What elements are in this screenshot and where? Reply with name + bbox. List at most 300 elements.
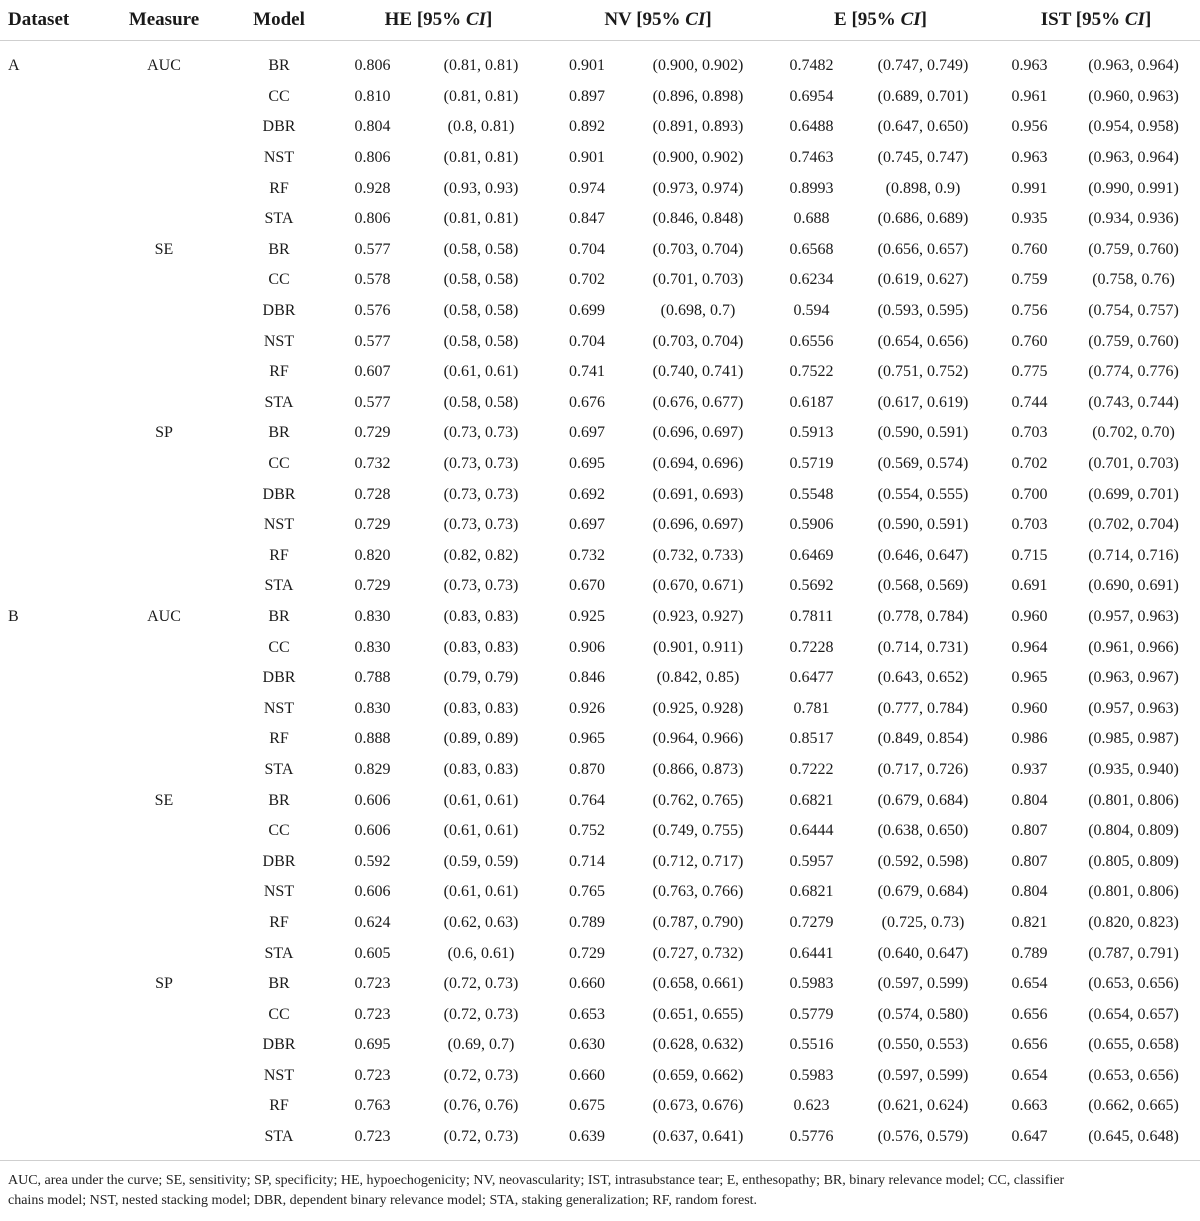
e-ci: (0.597, 0.599) bbox=[877, 1066, 969, 1084]
e-value: 0.781 bbox=[793, 699, 830, 717]
e-value: 0.7228 bbox=[789, 638, 834, 656]
model-cell: NST bbox=[263, 1066, 295, 1084]
nv-value: 0.741 bbox=[569, 363, 605, 381]
model-header: Model bbox=[253, 9, 305, 30]
dataset-cell bbox=[0, 449, 100, 480]
measure-cell bbox=[100, 173, 228, 204]
e-ci: (0.638, 0.650) bbox=[877, 822, 969, 840]
ci-word: CI bbox=[1124, 9, 1145, 30]
ist-ci: (0.759, 0.760) bbox=[1088, 240, 1179, 258]
e-ci: (0.849, 0.854) bbox=[877, 730, 969, 748]
dataset-cell bbox=[0, 938, 100, 969]
he-value: 0.723 bbox=[354, 1005, 391, 1023]
e-ci: (0.619, 0.627) bbox=[877, 271, 969, 289]
table-row bbox=[0, 143, 1200, 174]
he-ci: (0.58, 0.58) bbox=[443, 271, 519, 289]
table-row bbox=[0, 541, 1200, 572]
he-ci: (0.61, 0.61) bbox=[443, 791, 519, 809]
measure-cell bbox=[100, 1091, 228, 1122]
table-row bbox=[0, 755, 1200, 786]
dataset-cell: A bbox=[8, 57, 20, 75]
nv-ci: (0.659, 0.662) bbox=[652, 1066, 744, 1084]
table-row bbox=[0, 816, 1200, 847]
table-row bbox=[0, 602, 1200, 633]
ist-value: 0.937 bbox=[1011, 760, 1048, 778]
e-ci: (0.745, 0.747) bbox=[877, 149, 969, 167]
e-ci: (0.679, 0.684) bbox=[877, 883, 969, 901]
nv-value: 0.630 bbox=[569, 1036, 605, 1054]
he-value: 0.820 bbox=[354, 546, 391, 564]
ci-prefix: [95% bbox=[631, 9, 686, 30]
e-value: 0.8993 bbox=[789, 179, 834, 197]
table-row bbox=[0, 204, 1200, 235]
e-value: 0.5776 bbox=[789, 1128, 834, 1146]
ist-value: 0.986 bbox=[1011, 730, 1048, 748]
measure-cell bbox=[100, 938, 228, 969]
measure-cell bbox=[100, 143, 228, 174]
ist-value: 0.807 bbox=[1011, 852, 1048, 870]
ist-ci: (0.655, 0.658) bbox=[1088, 1036, 1179, 1054]
dataset-cell bbox=[0, 388, 100, 419]
measure-cell bbox=[100, 999, 228, 1030]
model-cell: DBR bbox=[262, 669, 296, 687]
e-ci: (0.747, 0.749) bbox=[877, 57, 969, 75]
ist-value: 0.935 bbox=[1011, 210, 1048, 228]
e-value: 0.5516 bbox=[789, 1036, 834, 1054]
he-value: 0.577 bbox=[354, 393, 391, 411]
model-cell: NST bbox=[263, 149, 295, 167]
nv-value: 0.789 bbox=[569, 913, 605, 931]
nv-ci: (0.763, 0.766) bbox=[652, 883, 744, 901]
model-cell: DBR bbox=[262, 118, 296, 136]
nv-ci: (0.673, 0.676) bbox=[652, 1097, 744, 1115]
ist-ci: (0.654, 0.657) bbox=[1088, 1005, 1179, 1023]
table-row bbox=[0, 999, 1200, 1030]
he-value: 0.576 bbox=[354, 302, 391, 320]
dataset-cell bbox=[0, 1091, 100, 1122]
table-row bbox=[0, 663, 1200, 694]
he-ci: (0.79, 0.79) bbox=[443, 669, 519, 687]
e-ci: (0.717, 0.726) bbox=[877, 760, 969, 778]
e-ci: (0.621, 0.624) bbox=[877, 1097, 969, 1115]
ist-value: 0.663 bbox=[1011, 1097, 1048, 1115]
ist-ci: (0.804, 0.809) bbox=[1088, 822, 1179, 840]
model-cell: CC bbox=[268, 455, 290, 473]
e-ci: (0.777, 0.784) bbox=[877, 699, 969, 717]
dataset-cell bbox=[0, 693, 100, 724]
ist-value: 0.789 bbox=[1011, 944, 1048, 962]
he-ci: (0.61, 0.61) bbox=[443, 822, 519, 840]
nv-value: 0.704 bbox=[569, 240, 605, 258]
e-value: 0.5913 bbox=[789, 424, 834, 442]
ist-ci: (0.653, 0.656) bbox=[1088, 1066, 1179, 1084]
he-ci: (0.72, 0.73) bbox=[443, 1005, 519, 1023]
e-value: 0.7222 bbox=[789, 760, 834, 778]
e-ci: (0.640, 0.647) bbox=[877, 944, 969, 962]
nv-value: 0.729 bbox=[569, 944, 605, 962]
nv-ci: (0.973, 0.974) bbox=[652, 179, 744, 197]
e-ci: (0.550, 0.553) bbox=[877, 1036, 969, 1054]
table-row bbox=[0, 326, 1200, 357]
e-value: 0.7811 bbox=[789, 607, 834, 625]
ist-value: 0.691 bbox=[1011, 577, 1048, 595]
nv-value: 0.764 bbox=[569, 791, 605, 809]
he-ci: (0.81, 0.81) bbox=[443, 57, 519, 75]
model-cell: STA bbox=[264, 393, 294, 411]
nv-ci: (0.691, 0.693) bbox=[652, 485, 744, 503]
ist-value: 0.760 bbox=[1011, 332, 1048, 350]
model-cell: STA bbox=[264, 577, 294, 595]
measure-cell bbox=[100, 204, 228, 235]
model-cell: BR bbox=[268, 975, 290, 993]
he-value: 0.729 bbox=[354, 424, 391, 442]
ci-prefix: [95% bbox=[846, 9, 901, 30]
ist-value: 0.961 bbox=[1011, 87, 1048, 105]
he-ci: (0.72, 0.73) bbox=[443, 1128, 519, 1146]
e-ci: (0.597, 0.599) bbox=[877, 975, 969, 993]
table-row bbox=[0, 632, 1200, 663]
he-ci: (0.6, 0.61) bbox=[447, 944, 515, 962]
he-value: 0.729 bbox=[354, 577, 391, 595]
table-row bbox=[0, 449, 1200, 480]
measure-cell bbox=[100, 693, 228, 724]
he-value: 0.806 bbox=[354, 210, 391, 228]
ist-ci: (0.787, 0.791) bbox=[1088, 944, 1179, 962]
table-row bbox=[0, 1061, 1200, 1092]
nv-ci: (0.900, 0.902) bbox=[652, 57, 744, 75]
table-row bbox=[0, 877, 1200, 908]
nv-ci: (0.696, 0.697) bbox=[652, 424, 744, 442]
ist-ci: (0.754, 0.757) bbox=[1088, 302, 1179, 320]
measure-cell bbox=[100, 816, 228, 847]
dataset-cell bbox=[0, 357, 100, 388]
e-value: 0.6556 bbox=[789, 332, 834, 350]
e-value: 0.6444 bbox=[789, 822, 834, 840]
measure-cell: SP bbox=[155, 424, 173, 442]
nv-ci: (0.901, 0.911) bbox=[652, 638, 744, 656]
e-ci: (0.646, 0.647) bbox=[877, 546, 969, 564]
he-ci: (0.83, 0.83) bbox=[443, 760, 519, 778]
he-ci: (0.83, 0.83) bbox=[443, 607, 519, 625]
ist-value: 0.715 bbox=[1011, 546, 1048, 564]
table-row bbox=[0, 693, 1200, 724]
ist-value: 0.960 bbox=[1011, 607, 1048, 625]
he-ci: (0.89, 0.89) bbox=[443, 730, 519, 748]
dataset-cell bbox=[0, 1061, 100, 1092]
he-ci: (0.58, 0.58) bbox=[443, 332, 519, 350]
table-row bbox=[0, 1122, 1200, 1153]
table-row bbox=[0, 938, 1200, 969]
dataset-cell bbox=[0, 846, 100, 877]
ist-value: 0.656 bbox=[1011, 1005, 1048, 1023]
nv-ci: (0.732, 0.733) bbox=[652, 546, 744, 564]
e-value: 0.6568 bbox=[789, 240, 834, 258]
measure-cell bbox=[100, 449, 228, 480]
e-value: 0.7522 bbox=[789, 363, 834, 381]
model-cell: DBR bbox=[262, 1036, 296, 1054]
measure-cell bbox=[100, 479, 228, 510]
nv-value: 0.870 bbox=[569, 760, 605, 778]
dataset-cell bbox=[0, 265, 100, 296]
measure-cell bbox=[100, 1122, 228, 1153]
nv-ci: (0.787, 0.790) bbox=[652, 913, 744, 931]
table-row bbox=[0, 1091, 1200, 1122]
e-ci: (0.590, 0.591) bbox=[877, 516, 969, 534]
measure-header: Measure bbox=[128, 9, 200, 30]
nv-value: 0.660 bbox=[569, 1066, 605, 1084]
dataset-cell bbox=[0, 785, 100, 816]
ist-ci: (0.758, 0.76) bbox=[1092, 271, 1175, 289]
measure-cell bbox=[100, 724, 228, 755]
table-row bbox=[0, 235, 1200, 266]
ist-ci: (0.662, 0.665) bbox=[1088, 1097, 1179, 1115]
ist-ci: (0.759, 0.760) bbox=[1088, 332, 1179, 350]
he-value: 0.829 bbox=[354, 760, 391, 778]
nv-value: 0.901 bbox=[569, 57, 605, 75]
table-row bbox=[0, 724, 1200, 755]
ist-value: 0.703 bbox=[1011, 424, 1048, 442]
measure-cell bbox=[100, 112, 228, 143]
e-value: 0.594 bbox=[793, 302, 830, 320]
ist-ci: (0.960, 0.963) bbox=[1088, 87, 1179, 105]
dataset-cell bbox=[0, 541, 100, 572]
e-ci: (0.647, 0.650) bbox=[877, 118, 969, 136]
e-value: 0.7482 bbox=[789, 57, 834, 75]
dataset-cell bbox=[0, 1030, 100, 1061]
nv-ci: (0.727, 0.732) bbox=[652, 944, 744, 962]
he-value: 0.788 bbox=[354, 669, 391, 687]
measure-cell bbox=[100, 846, 228, 877]
he-value: 0.888 bbox=[354, 730, 391, 748]
ist-ci: (0.957, 0.963) bbox=[1088, 699, 1179, 717]
e-ci: (0.568, 0.569) bbox=[877, 577, 969, 595]
model-cell: CC bbox=[268, 271, 290, 289]
he-ci: (0.58, 0.58) bbox=[443, 240, 519, 258]
ist-ci: (0.645, 0.648) bbox=[1088, 1128, 1179, 1146]
ist-value: 0.991 bbox=[1011, 179, 1048, 197]
dataset-cell bbox=[0, 204, 100, 235]
he-ci: (0.61, 0.61) bbox=[443, 883, 519, 901]
model-cell: BR bbox=[268, 607, 290, 625]
dataset-cell bbox=[0, 999, 100, 1030]
table-row bbox=[0, 1030, 1200, 1061]
he-value: 0.732 bbox=[354, 455, 391, 473]
nv-ci: (0.964, 0.966) bbox=[652, 730, 744, 748]
ist-ci: (0.935, 0.940) bbox=[1088, 760, 1179, 778]
he-value: 0.578 bbox=[354, 271, 391, 289]
ci-word: CI bbox=[900, 9, 921, 30]
ist-value: 0.744 bbox=[1011, 393, 1048, 411]
ist-ci: (0.801, 0.806) bbox=[1088, 883, 1179, 901]
model-cell: BR bbox=[268, 57, 290, 75]
nv-value: 0.892 bbox=[569, 118, 605, 136]
he-ci: (0.81, 0.81) bbox=[443, 149, 519, 167]
dataset-cell bbox=[0, 663, 100, 694]
measure-cell bbox=[100, 326, 228, 357]
e-value: 0.5719 bbox=[789, 455, 834, 473]
table-row bbox=[0, 846, 1200, 877]
ci-suffix: ] bbox=[705, 9, 712, 30]
he-value: 0.806 bbox=[354, 149, 391, 167]
e-value: 0.8517 bbox=[789, 730, 834, 748]
e-ci: (0.590, 0.591) bbox=[877, 424, 969, 442]
dataset-cell bbox=[0, 82, 100, 113]
ist-value: 0.756 bbox=[1011, 302, 1048, 320]
ist-ci: (0.690, 0.691) bbox=[1088, 577, 1179, 595]
model-cell: STA bbox=[264, 210, 294, 228]
he-ci: (0.58, 0.58) bbox=[443, 393, 519, 411]
measure-cell: AUC bbox=[147, 607, 181, 625]
ist-value: 0.760 bbox=[1011, 240, 1048, 258]
ist-ci: (0.963, 0.964) bbox=[1088, 57, 1179, 75]
he-value: 0.830 bbox=[354, 607, 391, 625]
he-ci: (0.8, 0.81) bbox=[447, 118, 515, 136]
he-value: 0.606 bbox=[354, 883, 391, 901]
he-ci: (0.72, 0.73) bbox=[443, 1066, 519, 1084]
table-row bbox=[0, 388, 1200, 419]
nv-ci: (0.696, 0.697) bbox=[652, 516, 744, 534]
he-value: 0.804 bbox=[354, 118, 391, 136]
e-value: 0.6477 bbox=[789, 669, 834, 687]
nv-value: 0.697 bbox=[569, 516, 605, 534]
nv-value: 0.675 bbox=[569, 1097, 605, 1115]
nv-value: 0.653 bbox=[569, 1005, 605, 1023]
e-ci: (0.592, 0.598) bbox=[877, 852, 969, 870]
ist-value: 0.654 bbox=[1011, 1066, 1048, 1084]
e-value: 0.5692 bbox=[789, 577, 834, 595]
he-value: 0.728 bbox=[354, 485, 391, 503]
nv-value: 0.714 bbox=[569, 852, 605, 870]
ist-header bbox=[992, 0, 1200, 41]
e-ci: (0.686, 0.689) bbox=[877, 210, 969, 228]
ist-ci: (0.957, 0.963) bbox=[1088, 607, 1179, 625]
ist-value: 0.702 bbox=[1011, 455, 1048, 473]
model-cell: BR bbox=[268, 240, 290, 258]
he-value: 0.605 bbox=[354, 944, 391, 962]
e-value: 0.5779 bbox=[789, 1005, 834, 1023]
ci-suffix: ] bbox=[1144, 9, 1152, 30]
nv-ci: (0.676, 0.677) bbox=[652, 393, 744, 411]
group-name: E bbox=[834, 9, 847, 30]
model-cell: RF bbox=[269, 363, 289, 381]
ist-value: 0.965 bbox=[1011, 669, 1048, 687]
e-ci: (0.554, 0.555) bbox=[877, 485, 969, 503]
model-cell: RF bbox=[269, 730, 289, 748]
model-cell: CC bbox=[268, 87, 290, 105]
ist-ci: (0.963, 0.967) bbox=[1088, 669, 1179, 687]
measure-cell: AUC bbox=[147, 57, 181, 75]
nv-ci: (0.896, 0.898) bbox=[652, 87, 744, 105]
he-ci: (0.69, 0.7) bbox=[447, 1036, 515, 1054]
he-ci: (0.83, 0.83) bbox=[443, 638, 519, 656]
dataset-cell bbox=[0, 571, 100, 602]
nv-ci: (0.900, 0.902) bbox=[652, 149, 744, 167]
e-ci: (0.654, 0.656) bbox=[877, 332, 969, 350]
model-cell: NST bbox=[263, 516, 295, 534]
model-cell: DBR bbox=[262, 852, 296, 870]
he-ci: (0.93, 0.93) bbox=[443, 179, 519, 197]
ist-value: 0.804 bbox=[1011, 791, 1048, 809]
measure-cell bbox=[100, 908, 228, 939]
table-row bbox=[0, 296, 1200, 327]
model-cell: NST bbox=[263, 332, 295, 350]
table-row bbox=[0, 785, 1200, 816]
he-value: 0.695 bbox=[354, 1036, 391, 1054]
nv-value: 0.897 bbox=[569, 87, 605, 105]
ist-value: 0.960 bbox=[1011, 699, 1048, 717]
he-ci: (0.82, 0.82) bbox=[443, 546, 519, 564]
measure-cell bbox=[100, 755, 228, 786]
nv-value: 0.847 bbox=[569, 210, 605, 228]
e-value: 0.5957 bbox=[789, 852, 834, 870]
he-ci: (0.76, 0.76) bbox=[443, 1097, 519, 1115]
measure-cell bbox=[100, 541, 228, 572]
nv-value: 0.846 bbox=[569, 669, 605, 687]
ist-ci: (0.963, 0.964) bbox=[1088, 149, 1179, 167]
he-ci: (0.61, 0.61) bbox=[443, 363, 519, 381]
model-cell: RF bbox=[269, 913, 289, 931]
model-cell: RF bbox=[269, 546, 289, 564]
e-ci: (0.725, 0.73) bbox=[881, 913, 965, 931]
he-ci: (0.83, 0.83) bbox=[443, 699, 519, 717]
measure-cell bbox=[100, 265, 228, 296]
nv-value: 0.901 bbox=[569, 149, 605, 167]
model-cell: CC bbox=[268, 1005, 290, 1023]
nv-ci: (0.842, 0.85) bbox=[656, 669, 740, 687]
e-ci: (0.898, 0.9) bbox=[885, 179, 961, 197]
group-name: HE bbox=[384, 9, 413, 30]
e-value: 0.5548 bbox=[789, 485, 834, 503]
measure-cell bbox=[100, 82, 228, 113]
nv-header bbox=[547, 0, 769, 41]
nv-value: 0.699 bbox=[569, 302, 605, 320]
e-ci: (0.778, 0.784) bbox=[877, 607, 969, 625]
he-value: 0.723 bbox=[354, 975, 391, 993]
measure-cell bbox=[100, 510, 228, 541]
dataset-cell bbox=[0, 296, 100, 327]
ist-value: 0.964 bbox=[1011, 638, 1048, 656]
e-value: 0.6821 bbox=[789, 791, 834, 809]
e-ci: (0.689, 0.701) bbox=[877, 87, 969, 105]
dataset-cell bbox=[0, 816, 100, 847]
e-ci: (0.714, 0.731) bbox=[877, 638, 969, 656]
he-value: 0.577 bbox=[354, 240, 391, 258]
dataset-cell bbox=[0, 877, 100, 908]
ist-value: 0.759 bbox=[1011, 271, 1048, 289]
he-ci: (0.72, 0.73) bbox=[443, 975, 519, 993]
measure-cell bbox=[100, 388, 228, 419]
nv-value: 0.697 bbox=[569, 424, 605, 442]
ist-value: 0.804 bbox=[1011, 883, 1048, 901]
e-value: 0.6469 bbox=[789, 546, 834, 564]
he-value: 0.810 bbox=[354, 87, 391, 105]
measure-cell bbox=[100, 663, 228, 694]
nv-value: 0.765 bbox=[569, 883, 605, 901]
measure-cell: SE bbox=[154, 240, 174, 258]
group-name: NV bbox=[604, 9, 632, 30]
e-ci: (0.593, 0.595) bbox=[877, 302, 969, 320]
he-ci: (0.73, 0.73) bbox=[443, 455, 519, 473]
dataset-cell bbox=[0, 1122, 100, 1153]
nv-ci: (0.658, 0.661) bbox=[652, 975, 744, 993]
ist-value: 0.703 bbox=[1011, 516, 1048, 534]
ist-ci: (0.954, 0.958) bbox=[1088, 118, 1179, 136]
dataset-cell bbox=[0, 235, 100, 266]
e-value: 0.623 bbox=[793, 1097, 830, 1115]
he-ci: (0.81, 0.81) bbox=[443, 210, 519, 228]
ist-ci: (0.702, 0.704) bbox=[1088, 516, 1179, 534]
ist-value: 0.821 bbox=[1011, 913, 1048, 931]
